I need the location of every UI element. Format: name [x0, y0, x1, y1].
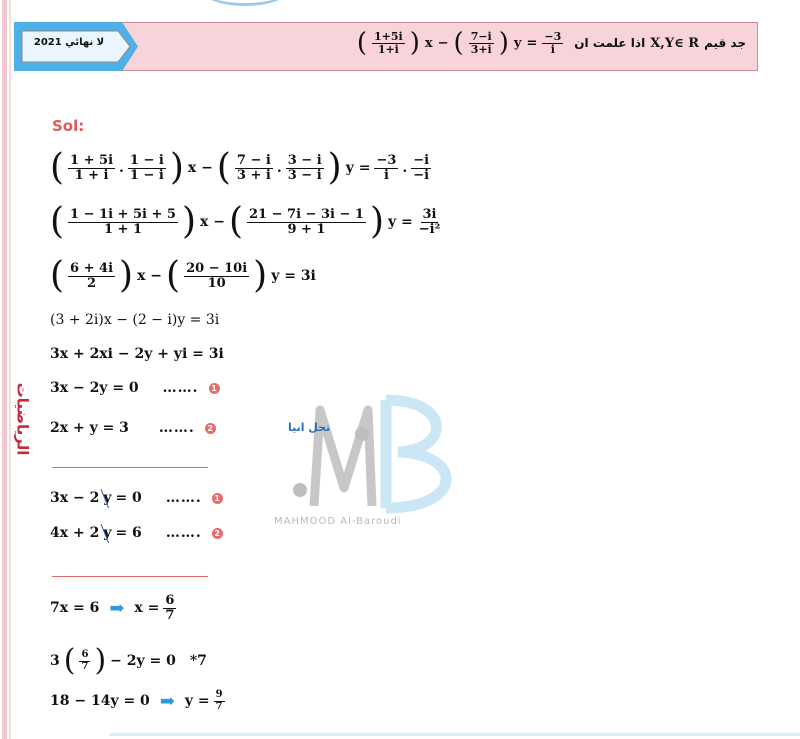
solution-step-5: 3x + 2xi − 2y + yi = 3i	[50, 346, 224, 362]
solution-label: Sol:	[52, 117, 85, 135]
section-divider	[52, 576, 208, 577]
solution-step-4: (3 + 2i)x − (2 − i)y = 3i	[50, 312, 220, 328]
right-arrow-icon: ➡	[109, 597, 125, 619]
cancelled-y: y	[103, 525, 112, 541]
mb-watermark-logo	[286, 388, 456, 523]
equation-2: 2x + y = 3 ……. 2	[50, 420, 216, 436]
cancelled-y: y	[103, 490, 112, 506]
question-statement: ( $\frac{1+5i}{1+i}$ ) x − ( $\frac{7-i}{3+i}$ ) y = $\frac{-3}{i}$ اذا علمت ان X,Y∈ R جد قيم	[356, 28, 746, 58]
left-margin-rule	[2, 0, 7, 739]
solve-y-step: 18 − 14y = 0 ➡ y = $\frac{9}{7}$	[50, 689, 223, 712]
question-variables: X,Y∈ R	[650, 35, 700, 51]
question-text-mid: اذا علمت ان	[574, 36, 646, 50]
question-text-lead: جد قيم	[704, 36, 746, 50]
equation-number-badge: 1	[212, 493, 223, 504]
question-fraction-1: $\frac{1+5i}{1+i}$	[374, 29, 403, 56]
substitute-x-step: 3 ( $\frac{6}{7}$ ) − 2y = 0 *7	[50, 643, 207, 678]
question-fraction-2: $\frac{7-i}{3+i}$	[470, 29, 492, 56]
bottom-border-line	[110, 733, 800, 736]
watermark-arabic-text: تحل انيا	[288, 421, 331, 434]
side-subject-label: الرياضيات	[13, 382, 32, 456]
equation-number-badge: 1	[209, 383, 220, 394]
equation-2-scaled: 4x + 2 y = 6 ……. 2	[50, 525, 223, 541]
equation-1-restated: 3x − 2 y = 0 ……. 1	[50, 490, 223, 506]
right-arrow-icon: ➡	[159, 690, 175, 712]
equation-number-badge: 2	[212, 528, 223, 539]
solution-step-1: ( $\frac{1 + 5i}{1 + i}$ . $\frac{1 - i}{1 - i}$ ) x − ( $\frac{7 - i}{3 + i}$ . $\frac{3 - i}{3 - i}$ ) y = $\frac{-3}{i}$ . $\frac{-i}{-i}$	[50, 147, 430, 188]
year-badge: 2021 لا نهائي	[33, 37, 105, 48]
question-fraction-3: $\frac{-3}{i}$	[544, 29, 562, 56]
top-decorative-arc	[200, 0, 290, 6]
solution-step-2: ( $\frac{1 - 1i + 5i + 5}{1 + 1}$ ) x − ( $\frac{21 - 7i - 3i - 1}{9 + 1}$ ) y = $\frac{3i}{\text{−i²}}$	[50, 201, 441, 242]
equation-number-badge: 2	[205, 423, 216, 434]
equation-1: 3x − 2y = 0 ……. 1	[50, 380, 220, 396]
left-margin-rule-inner	[9, 0, 11, 739]
solve-x-step: 7x = 6 ➡ x = $\frac{6}{7}$	[50, 593, 175, 623]
section-divider	[52, 467, 208, 468]
solution-step-3: ( $\frac{6 + 4i}{2}$ ) x − ( $\frac{20 - 10i}{10}$ ) y = 3i	[50, 255, 316, 296]
watermark-caption: MAHMOOD Al-Baroudi	[274, 516, 402, 527]
